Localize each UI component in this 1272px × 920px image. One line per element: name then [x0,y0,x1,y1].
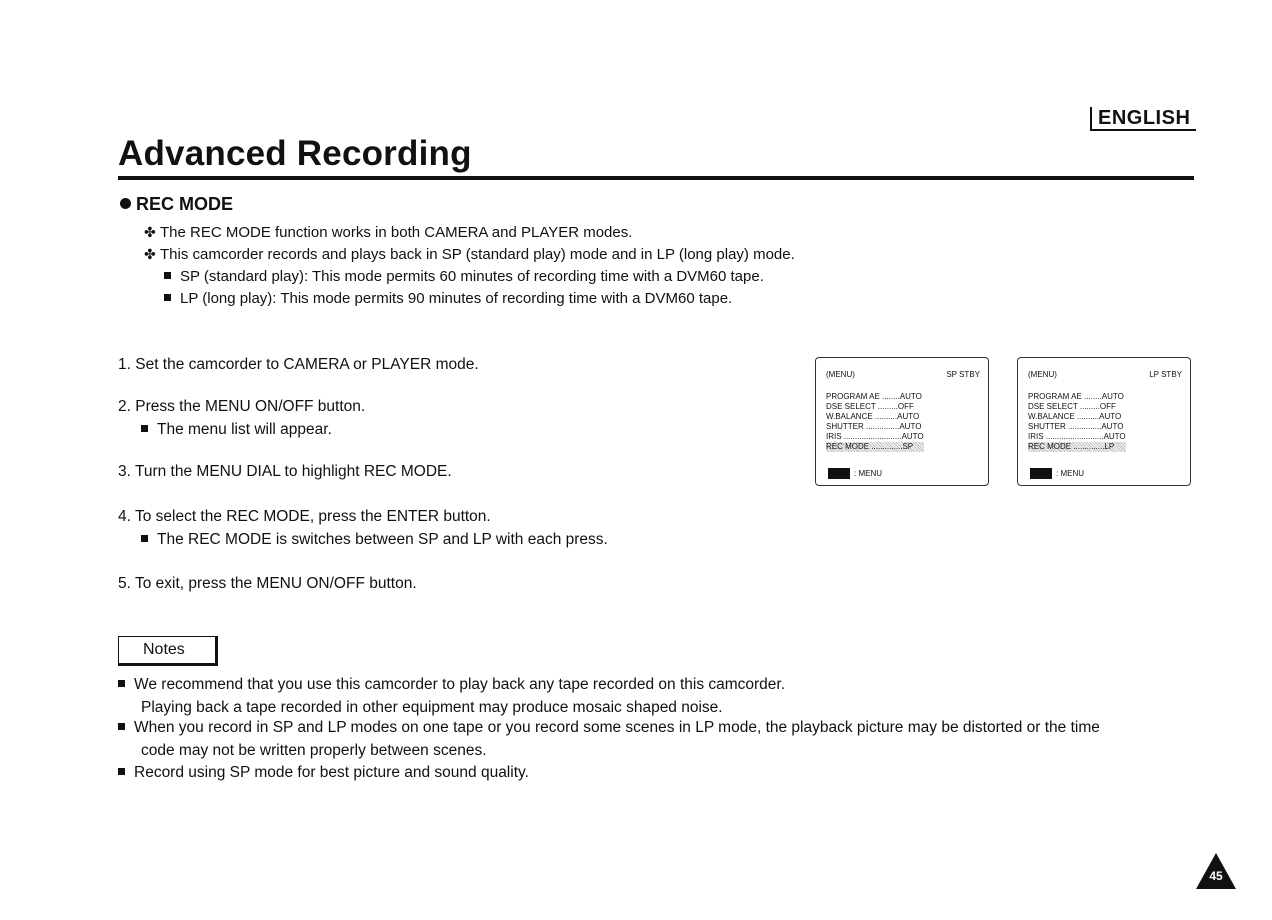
square-bullet-icon [118,723,125,730]
menu-footer-text: : MENU [854,469,882,478]
note-text: Record using SP mode for best picture and sound quality. [134,764,529,781]
intro-bullet-text: The REC MODE function works in both CAMERA and PLAYER modes. [160,224,633,241]
menu-footer [828,468,882,479]
menu-item: PROGRAM AE ........AUTO [1028,392,1124,401]
menu-item: SHUTTER ...............AUTO [1028,422,1124,431]
section-heading [120,194,233,215]
menu-item: SHUTTER ...............AUTO [826,422,922,431]
step-sub-text: The REC MODE is switches between SP and LP with each press. [157,531,608,548]
menu-item: W.BALANCE ..........AUTO [1028,412,1122,421]
menu-status: LP STBY [1149,370,1182,379]
square-bullet-icon [164,272,171,279]
note-item [118,764,529,782]
menu-item: PROGRAM AE ........AUTO [826,392,922,401]
menu-footer [1030,468,1084,479]
menu-screen-sp [815,357,989,486]
notes-label-box [118,636,218,666]
step-2: 2. Press the MENU ON/OFF button. [118,398,366,415]
step-4-sub [141,531,608,549]
square-bullet-icon [141,535,148,542]
intro-bullet [144,246,795,263]
menu-items [826,392,924,452]
section-heading-text: REC MODE [136,194,234,214]
square-bullet-icon [141,425,148,432]
clover-bullet-icon: ✤ [144,224,156,240]
step-2-sub [141,421,332,439]
menu-item-highlighted: REC MODE ..............SP [826,442,924,452]
clover-bullet-icon: ✤ [144,246,156,262]
note-text: When you record in SP and LP modes on one tape or you record some scenes in LP mode, the playback picture may be distorted or the time [134,719,1100,736]
step-1: 1. Set the camcorder to CAMERA or PLAYER mode. [118,356,479,373]
step-sub-text: The menu list will appear. [157,421,332,438]
notes-label: Notes [143,641,185,658]
menu-item: IRIS ..........................AUTO [826,432,924,441]
menu-screen-header [826,370,980,379]
intro-bullet [144,224,632,241]
menu-footer-text: : MENU [1056,469,1084,478]
menu-item: IRIS ..........................AUTO [1028,432,1126,441]
menu-button-icon [828,468,850,479]
menu-item: W.BALANCE ..........AUTO [826,412,920,421]
menu-screen-lp [1017,357,1191,486]
intro-bullet-text: This camcorder records and plays back in SP (standard play) mode and in LP (long play) mode. [160,246,795,263]
page-title: Advanced Recording [118,134,472,173]
sub-bullet [164,268,764,285]
note-item [118,676,785,694]
menu-screen-header [1028,370,1182,379]
menu-item: DSE SELECT .........OFF [826,402,914,411]
sub-bullet-text: SP (standard play): This mode permits 60 minutes of recording time with a DVM60 tape. [180,268,764,285]
sub-bullet [164,290,732,307]
step-3: 3. Turn the MENU DIAL to highlight REC MODE. [118,463,452,480]
step-5: 5. To exit, press the MENU ON/OFF button. [118,575,417,592]
square-bullet-icon [164,294,171,301]
note-text: We recommend that you use this camcorder to play back any tape recorded on this camcorder. [134,676,786,693]
menu-label: (MENU) [1028,370,1057,379]
sub-bullet-text: LP (long play): This mode permits 90 minutes of recording time with a DVM60 tape. [180,290,733,307]
menu-label: (MENU) [826,370,855,379]
menu-status: SP STBY [946,370,980,379]
page-number: 45 [1209,869,1223,883]
note-item [118,719,1100,737]
menu-items [1028,392,1126,452]
menu-item-highlighted: REC MODE ..............LP [1028,442,1126,452]
note-continuation: Playing back a tape recorded in other equipment may produce mosaic shaped noise. [141,699,723,716]
step-4: 4. To select the REC MODE, press the ENTER button. [118,508,491,525]
menu-button-icon [1030,468,1052,479]
language-label: ENGLISH [1090,107,1196,131]
menu-item: DSE SELECT .........OFF [1028,402,1116,411]
square-bullet-icon [118,680,125,687]
square-bullet-icon [118,768,125,775]
title-rule [118,176,1194,180]
bullet-dot-icon [120,198,131,209]
note-continuation: code may not be written properly between scenes. [141,742,487,759]
